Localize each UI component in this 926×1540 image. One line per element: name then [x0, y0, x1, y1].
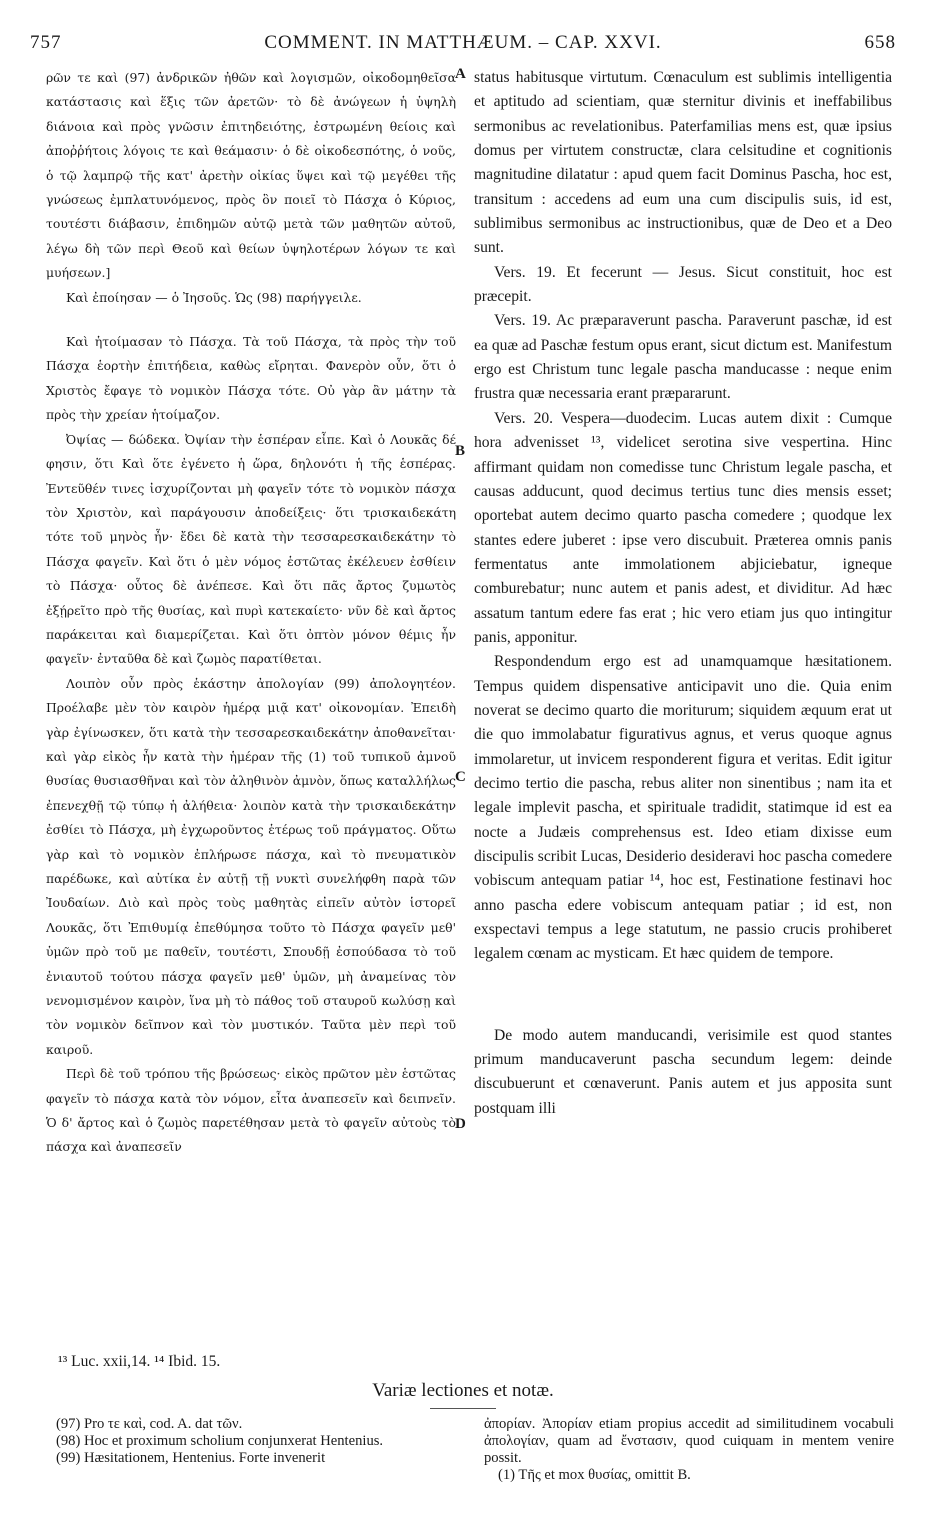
margin-marker-c: C	[455, 769, 466, 785]
latin-paragraph-2: Vers. 19. Et fecerunt — Jesus. Sicut constituit, hoc est præcepit.	[474, 263, 892, 306]
latin-paragraph-3: Vers. 19. Ac præparaverunt pascha. Paraverunt paschæ, id est ea quæ ad Paschæ festum opus erant, sicut dictum est. Manifestum ergo est Christum tunc legale pascha manducasse : neque enim frustra quæ necessaria erant præpararunt.	[474, 312, 892, 403]
note-97: (97) Pro τε καὶ, cod. A. dat τῶν.	[56, 1416, 243, 1432]
notes-title: Variæ lectiones et notæ.	[372, 1380, 554, 1401]
latin-paragraph-6: De modo autem manducandi, verisimile est quod stantes primum manducaverunt pascha secundum legem: deinde discubuerunt et cœnaverunt. Panis autem et jus apposita sunt postquam illi	[474, 1026, 892, 1117]
footnotes: ¹³ Luc. xxii,14. ¹⁴ Ibid. 15.	[58, 1353, 221, 1370]
greek-paragraph-5: Λοιπὸν οὖν πρὸς ἑκάστην ἀπολογίαν (99) ἀπολογητέον. Προέλαβε μὲν τὸν καιρὸν ἡμέρᾳ μιᾷ κατ' οἰκονομίαν. Ἐπειδὴ γὰρ ἐγίνωσκεν, ὅτι κατὰ τὴν τεσσαρεσκαιδεκάτην ἀποθανεῖται· καὶ γὰρ εἰκὸς ἦν κατὰ τὴν ἡμέραν τῆς (1) τοῦ τυπικοῦ ἀμνοῦ θυσίας θυσιασθῆναι καὶ τὸν ἀληθινὸν ἀμνὸν, ὅπως καταλλήλως ἐπενεχθῇ τῷ τύπῳ ἡ ἀλήθεια· λοιπὸν κατὰ τὴν τρισκαιδεκάτην ἐσθίει τὸ Πάσχα, μὴ ἐγχωροῦντος ἑτέρως τοῦ πράγματος. Οὕτω γὰρ καὶ τὸ νομικὸν ἐπλήρωσε πάσχα, καὶ τὸ πνευματικὸν παρέδωκε, καὶ αὐτίκα ἐν αὐτῇ τῇ νυκτὶ συνελήφθη παρὰ τῶν Ἰουδαίων. Διὸ καὶ πρὸς τοὺς μαθητὰς εἰπεῖν αὐτὸν ἱστορεῖ Λουκᾶς, ὅτι Ἐπιθυμίᾳ ἐπεθύμησα τοῦτο τὸ Πάσχα φαγεῖν μεθ' ὑμῶν πρὸ τοῦ με παθεῖν, τουτέστι, Σπουδῇ ἐσπούδασα τὸ τοῦ ἐνιαυτοῦ τούτου πάσχα φαγεῖν μεθ' ὑμῶν, μὴ ἀναμείνας τὸν νενομισμένον καιρὸν, ἵνα μὴ τὸ πάθος τοῦ σταυροῦ κωλύσῃ καὶ τὸν νομικὸν δεῖπνον καὶ τὸν μυστικόν. Ταῦτα μὲν περὶ τοῦ καιροῦ.	[46, 675, 456, 1057]
greek-paragraph-1: ρῶν τε καὶ (97) ἀνδρικῶν ἠθῶν καὶ λογισμῶν, οἰκοδομηθεῖσα κατάστασις καὶ ἕξις τῶν ἀρετῶν· τὸ δὲ ἀνώγεων ἡ ὑψηλὴ διάνοια καὶ πρὸς γνῶσιν ἐπιτηδειότης, ἐστρωμένη θείοις καὶ ἀποῤῥήτοις λόγοις τε καὶ θεάμασιν· ὁ δὲ οἰκοδεσπότης, ὁ νοῦς, ὁ τῷ λαμπρῷ τῆς κατ' ἀρετὴν οἰκίας ὕψει καὶ τῷ μεγέθει τῆς γνώσεως ἐμπλατυνόμενος, πρὸς ὃν ποιεῖ τὸ Πάσχα ὁ Κύριος, τουτέστι διάβασιν, ἐπιδημῶν αὐτῷ μετὰ τῶν μαθητῶν αὐτοῦ, λέγω δὴ τῶν περὶ Θεοῦ καὶ θείων ὑψηλοτέρων λόγων τε καὶ μυήσεων.]	[46, 70, 456, 281]
latin-paragraph-5: Respondendum ergo est ad unamquamque hæsitationem. Tempus quidem dispensative anticipavit uno die. Quia enim noverat se decimo quarto die moriturum; siquidem æquum erat ut die quo immolabatur figurativus agnus, et verus quoque agnus immolaretur, ut invicem responderent figura et veritas. Edit igitur decimo tertio die pascha, rebus aliter non sinentibus ; nam ita et legale implevit pascha, et spirituale tradidit, statimque id est ea nocte a Judæis comprehensus est. Ideo etiam dixisse eum discipulis scribit Lucas, Desiderio desideravi hoc pascha comedere vobiscum antequam patiar ¹⁴, hoc est, Festinatione festinavi hoc anno pascha edere vobiscum antequam patiar ; id est, non exspectavi tempus a lege statutum, ne passio crucis prohiberet legalem cœnam ac mysticam. Et hæc quidem de tempore.	[474, 653, 892, 963]
greek-column	[46, 66, 456, 1160]
latin-paragraph-1: status habitusque virtutum. Cœnaculum est sublimis intelligentia et aptitudo ad scientiam, quæ sternitur divinis et ineffabilibus sermonibus ac revelationibus. Paterfamilias mens est, quæ ipsius domus per virtutem constructæ, clara celsitudine et cognitionis magnitudine dilatatur : apud quem facit Dominus Pascha, hoc est, transitum : accedens ad eum una cum discipulis suis, id est, sublimibus sermonibus ac instructionibus, quæ de Deo et a Deo sunt.	[474, 69, 892, 257]
spacer	[474, 967, 892, 1024]
greek-paragraph-6: Περὶ δὲ τοῦ τρόπου τῆς βρώσεως· εἰκὸς πρῶτον μὲν ἑστῶτας φαγεῖν τὸ πάσχα κατὰ τὸν νόμον, εἶτα ἀναπεσεῖν καὶ δειπνεῖν. Ὁ δ' ἄρτος καὶ ὁ ζωμὸς παρετέθησαν μετὰ τὸ φαγεῖν αὐτοὺς τὸ πάσχα καὶ ἀναπεσεῖν	[46, 1066, 456, 1155]
note-99: (99) Hæsitationem, Hentenius. Forte invenerit	[56, 1450, 326, 1466]
margin-marker-a: A	[455, 66, 466, 82]
note-1: (1) Τῆς et mox θυσίας, omittit B.	[498, 1467, 691, 1483]
running-title: COMMENT. IN MATTHÆUM. – CAP. XXVI.	[264, 32, 662, 53]
page-number-left: 757	[30, 32, 62, 53]
note-98: (98) Hoc et proximum scholium conjunxerat Hentenius.	[56, 1433, 384, 1449]
notes-left-column	[56, 1416, 456, 1467]
page-number-right: 658	[864, 32, 896, 53]
spacer	[46, 310, 456, 330]
notes-right-column	[484, 1416, 894, 1484]
divider	[430, 1408, 496, 1409]
greek-paragraph-2: Καὶ ἐποίησαν — ὁ Ἰησοῦς. Ὡς (98) παρήγγειλε.	[66, 289, 362, 305]
margin-marker-b: B	[455, 443, 466, 459]
greek-paragraph-3: Καὶ ἡτοίμασαν τὸ Πάσχα. Τὰ τοῦ Πάσχα, τὰ πρὸς τὴν τοῦ Πάσχα ἑορτὴν ἐπιτήδεια, καθὼς εἴρηται. Φανερὸν οὖν, ὅτι ὁ Χριστὸς ἔφαγε τὸ νομικὸν Πάσχα τότε. Οὐ γὰρ ἂν μάτην τὰ πρὸς τὴν χρείαν ἡτοίμαζον.	[46, 334, 456, 423]
running-header	[30, 32, 896, 58]
note-continuation: ἀπορίαν. Ἀπορίαν etiam propius accedit ad similitudinem vocabuli ἀπολογίαν, quam ad ἔνστασιν, quod cuiquam in mentem venire possit.	[484, 1416, 894, 1466]
greek-paragraph-4: Ὀψίας — δώδεκα. Ὀψίαν τὴν ἑσπέραν εἶπε. Καὶ ὁ Λουκᾶς δέ φησιν, ὅτι Καὶ ὅτε ἐγένετο ἡ ὥρα, δηλονότι ἡ τῆς ἑσπέρας. Ἐντεῦθέν τινες ἰσχυρίζονται μὴ φαγεῖν τότε τὸ νομικὸν πάσχα τὸν Χριστὸν, καὶ παράγουσιν ἀποδείξεις· ὅτι τρισκαιδεκάτη τότε τοῦ μηνὸς ἦν· ἔδει δὲ κατὰ τὴν τεσσαρεσκαιδεκάτην τὸ Πάσχα φαγεῖν. Καὶ ὅτι ὁ μὲν νόμος ἑστῶτας ἐκέλευεν ἐσθίειν τὸ Πάσχα· οὗτος δὲ ἀνέπεσε. Καὶ ὅτι πᾶς ἄρτος ζυμωτὸς ἐξῄρεῖτο πρὸ τῆς θυσίας, καὶ πυρὶ κατεκαίετο· νῦν δὲ καὶ ἄρτος παράκειται καὶ διαμερίζεται. Καὶ ὅτι ὀπτὸν μόνον θέμις ἦν φαγεῖν· ἐνταῦθα δὲ καὶ ζωμὸς παρατίθεται.	[46, 431, 456, 667]
latin-paragraph-4: Vers. 20. Vespera—duodecim. Lucas autem dixit : Cumque hora advenisset ¹³, videlicet serotina sive vespertina. Hinc affirmant quidam non comedisse tunc Christum legale pascha, et causas adducunt, quod decimus tertius tunc dies mensis esset; oportebat autem decimo quarto pascha comedere ; quodque lex stantes edere juberet : ipse vero discubuit. Præterea omnis panis fermentatus ante immolationem abjiciebatur, igneque comburebatur; nunc autem et panis adest, et dividitur. Ad hæc assatum tantum edere fas erat ; hic vero etiam jus quo intingitur panis, apponitur.	[474, 409, 892, 646]
margin-marker-d: D	[455, 1116, 466, 1132]
latin-column	[474, 66, 892, 1121]
